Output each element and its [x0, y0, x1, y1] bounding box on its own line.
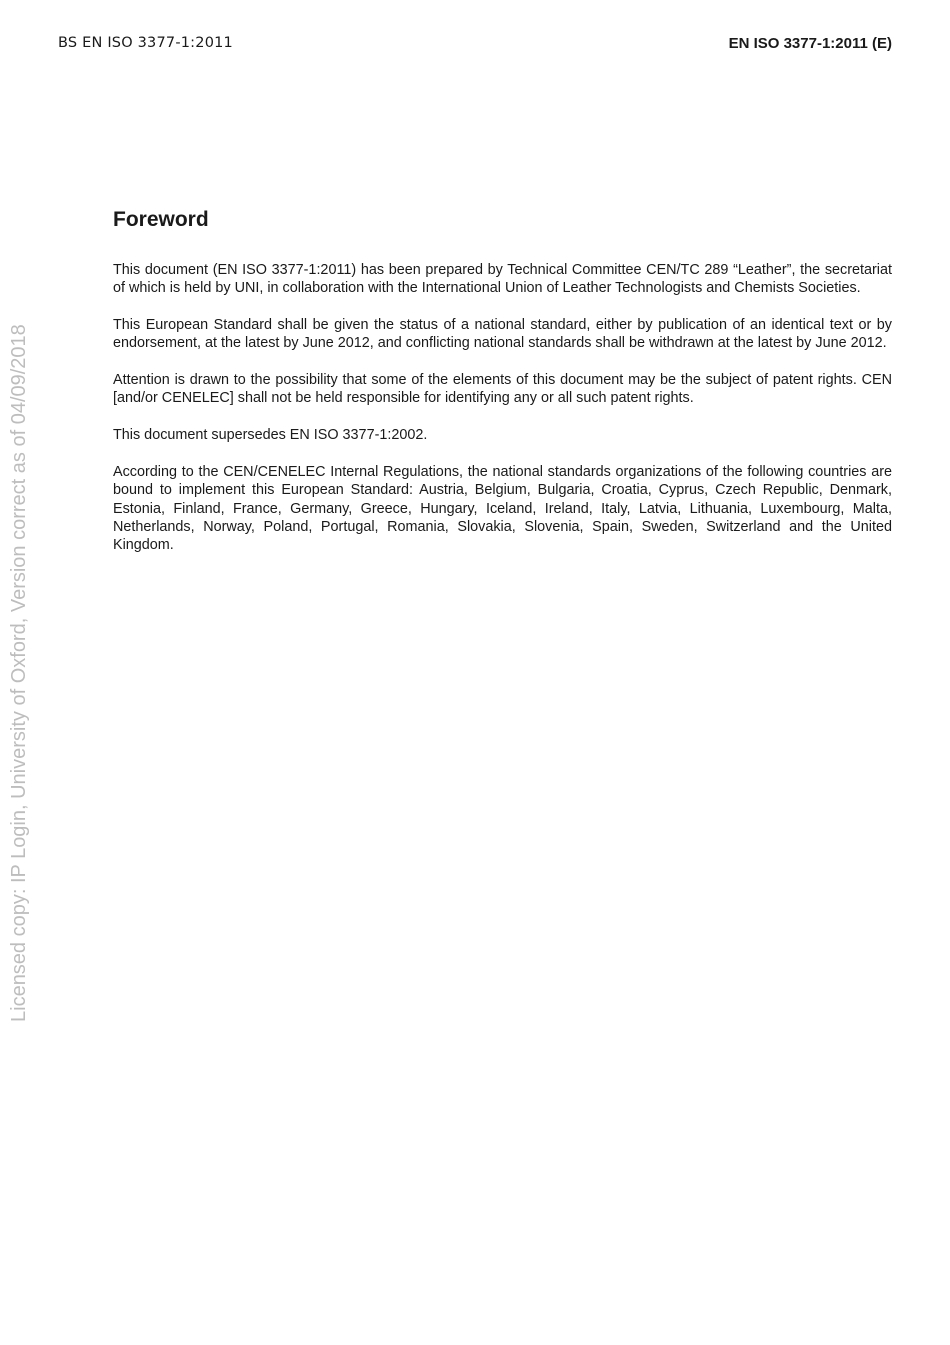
paragraph-implementing-countries: According to the CEN/CENELEC Internal Regulations, the national standards organizations of the following countries are bound to implement this European Standard: Austria, Belgium, Bulgaria, Croatia, Cyprus, Czech Republic, Denmark, Estonia, Finland, France, Germany, Greece, Hungary, Iceland, Ireland, Italy, Latvia, Lithuania, Luxembourg, Malta, Netherlands, Norway, Poland, Portugal, Romania, Slovakia, Slovenia, Spain, Sweden, Switzerland and the United Kingdom. — [113, 464, 892, 554]
header-standard-id: BS EN ISO 3377-1:2011 — [58, 35, 233, 51]
license-watermark: Licensed copy: IP Login, University of Oxford, Version correct as of 04/09/2018 — [8, 324, 30, 1022]
paragraph-patent-rights: Attention is drawn to the possibility that some of the elements of this document may be the subject of patent rights. CEN [and/or CENELEC] shall not be held responsible for identifying any or all such patent rights. — [113, 372, 892, 407]
foreword-section — [113, 205, 892, 573]
paragraph-preparation: This document (EN ISO 3377-1:2011) has been prepared by Technical Committee CEN/TC 289 “Leather”, the secretariat of which is held by UNI, in collaboration with the International Union of Leather Technologists and Chemists Societies. — [113, 262, 892, 297]
paragraph-status: This European Standard shall be given the status of a national standard, either by publication of an identical text or by endorsement, at the latest by June 2012, and conflicting national standards shall be withdrawn at the latest by June 2012. — [113, 317, 892, 352]
paragraph-supersedes: This document supersedes EN ISO 3377-1:2002. — [113, 427, 428, 444]
section-title: Foreword — [113, 208, 209, 231]
header-document-code: EN ISO 3377-1:2011 (E) — [728, 35, 892, 52]
